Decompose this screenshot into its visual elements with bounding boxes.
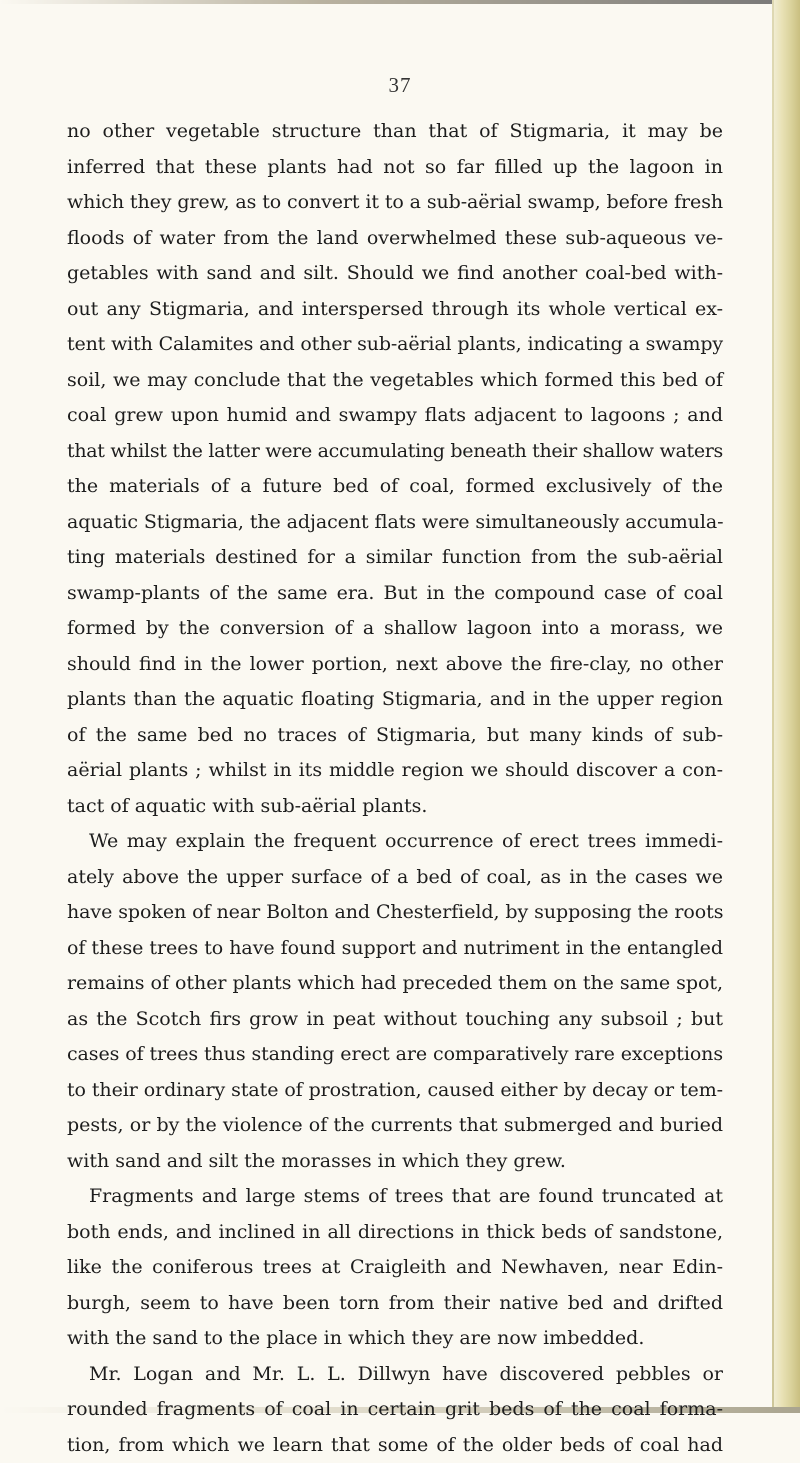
text-line: tion, from which we learn that some of the older beds of coal had	[67, 1428, 723, 1463]
text-line: of the same bed no traces of Stigmaria, but many kinds of sub-	[67, 718, 723, 754]
text-line: like the coniferous trees at Craigleith and Newhaven, near Edin-	[67, 1250, 723, 1286]
text-line: coal grew upon humid and swampy flats adjacent to lagoons ; and	[67, 398, 723, 434]
text-line: tact of aquatic with sub-aërial plants.	[67, 789, 723, 825]
text-line: that whilst the latter were accumulating beneath their shallow waters	[67, 434, 723, 470]
text-line: the materials of a future bed of coal, formed exclusively of the	[67, 469, 723, 505]
text-line: with the sand to the place in which they are now imbedded.	[67, 1321, 723, 1357]
text-line: both ends, and inclined in all directions in thick beds of sandstone,	[67, 1215, 723, 1251]
text-line: Mr. Logan and Mr. L. L. Dillwyn have discovered pebbles or	[67, 1357, 723, 1393]
text-line: to their ordinary state of prostration, caused either by decay or tem-	[67, 1073, 723, 1109]
text-line: Fragments and large stems of trees that are found truncated at	[67, 1179, 723, 1215]
text-line: plants than the aquatic floating Stigmaria, and in the upper region	[67, 682, 723, 718]
text-line: floods of water from the land overwhelmed these sub-aqueous ve-	[67, 221, 723, 257]
text-line: should find in the lower portion, next above the fire-clay, no other	[67, 647, 723, 683]
body-text	[67, 114, 723, 1463]
page-right-edge	[772, 0, 800, 1413]
text-line: rounded fragments of coal in certain grit beds of the coal forma-	[67, 1392, 723, 1428]
text-line: out any Stigmaria, and interspersed through its whole vertical ex-	[67, 292, 723, 328]
page-fold-line	[772, 0, 774, 1413]
text-line: of these trees to have found support and nutriment in the entangled	[67, 931, 723, 967]
text-line: formed by the conversion of a shallow lagoon into a morass, we	[67, 611, 723, 647]
text-line: with sand and silt the morasses in which they grew.	[67, 1144, 723, 1180]
page-top-edge	[0, 0, 800, 4]
text-line: cases of trees thus standing erect are comparatively rare exceptions	[67, 1037, 723, 1073]
text-line: pests, or by the violence of the currents that submerged and buried	[67, 1108, 723, 1144]
text-line: which they grew, as to convert it to a sub-aërial swamp, before fresh	[67, 185, 723, 221]
text-line: We may explain the frequent occurrence of erect trees immedi-	[67, 824, 723, 860]
text-line: inferred that these plants had not so far filled up the lagoon in	[67, 150, 723, 186]
text-line: aërial plants ; whilst in its middle region we should discover a con-	[67, 753, 723, 789]
text-line: swamp-plants of the same era. But in the compound case of coal	[67, 576, 723, 612]
text-line: tent with Calamites and other sub-aërial plants, indicating a swampy	[67, 327, 723, 363]
text-line: ting materials destined for a similar function from the sub-aërial	[67, 540, 723, 576]
page-number: 37	[0, 73, 800, 98]
text-line: no other vegetable structure than that of Stigmaria, it may be	[67, 114, 723, 150]
text-line: ately above the upper surface of a bed of coal, as in the cases we	[67, 860, 723, 896]
text-line: remains of other plants which had preceded them on the same spot,	[67, 966, 723, 1002]
text-line: have spoken of near Bolton and Chesterfield, by supposing the roots	[67, 895, 723, 931]
text-line: as the Scotch firs grow in peat without touching any subsoil ; but	[67, 1002, 723, 1038]
text-line: burgh, seem to have been torn from their native bed and drifted	[67, 1286, 723, 1322]
text-line: getables with sand and silt. Should we find another coal-bed with-	[67, 256, 723, 292]
text-line: soil, we may conclude that the vegetables which formed this bed of	[67, 363, 723, 399]
text-line: aquatic Stigmaria, the adjacent flats were simultaneously accumula-	[67, 505, 723, 541]
